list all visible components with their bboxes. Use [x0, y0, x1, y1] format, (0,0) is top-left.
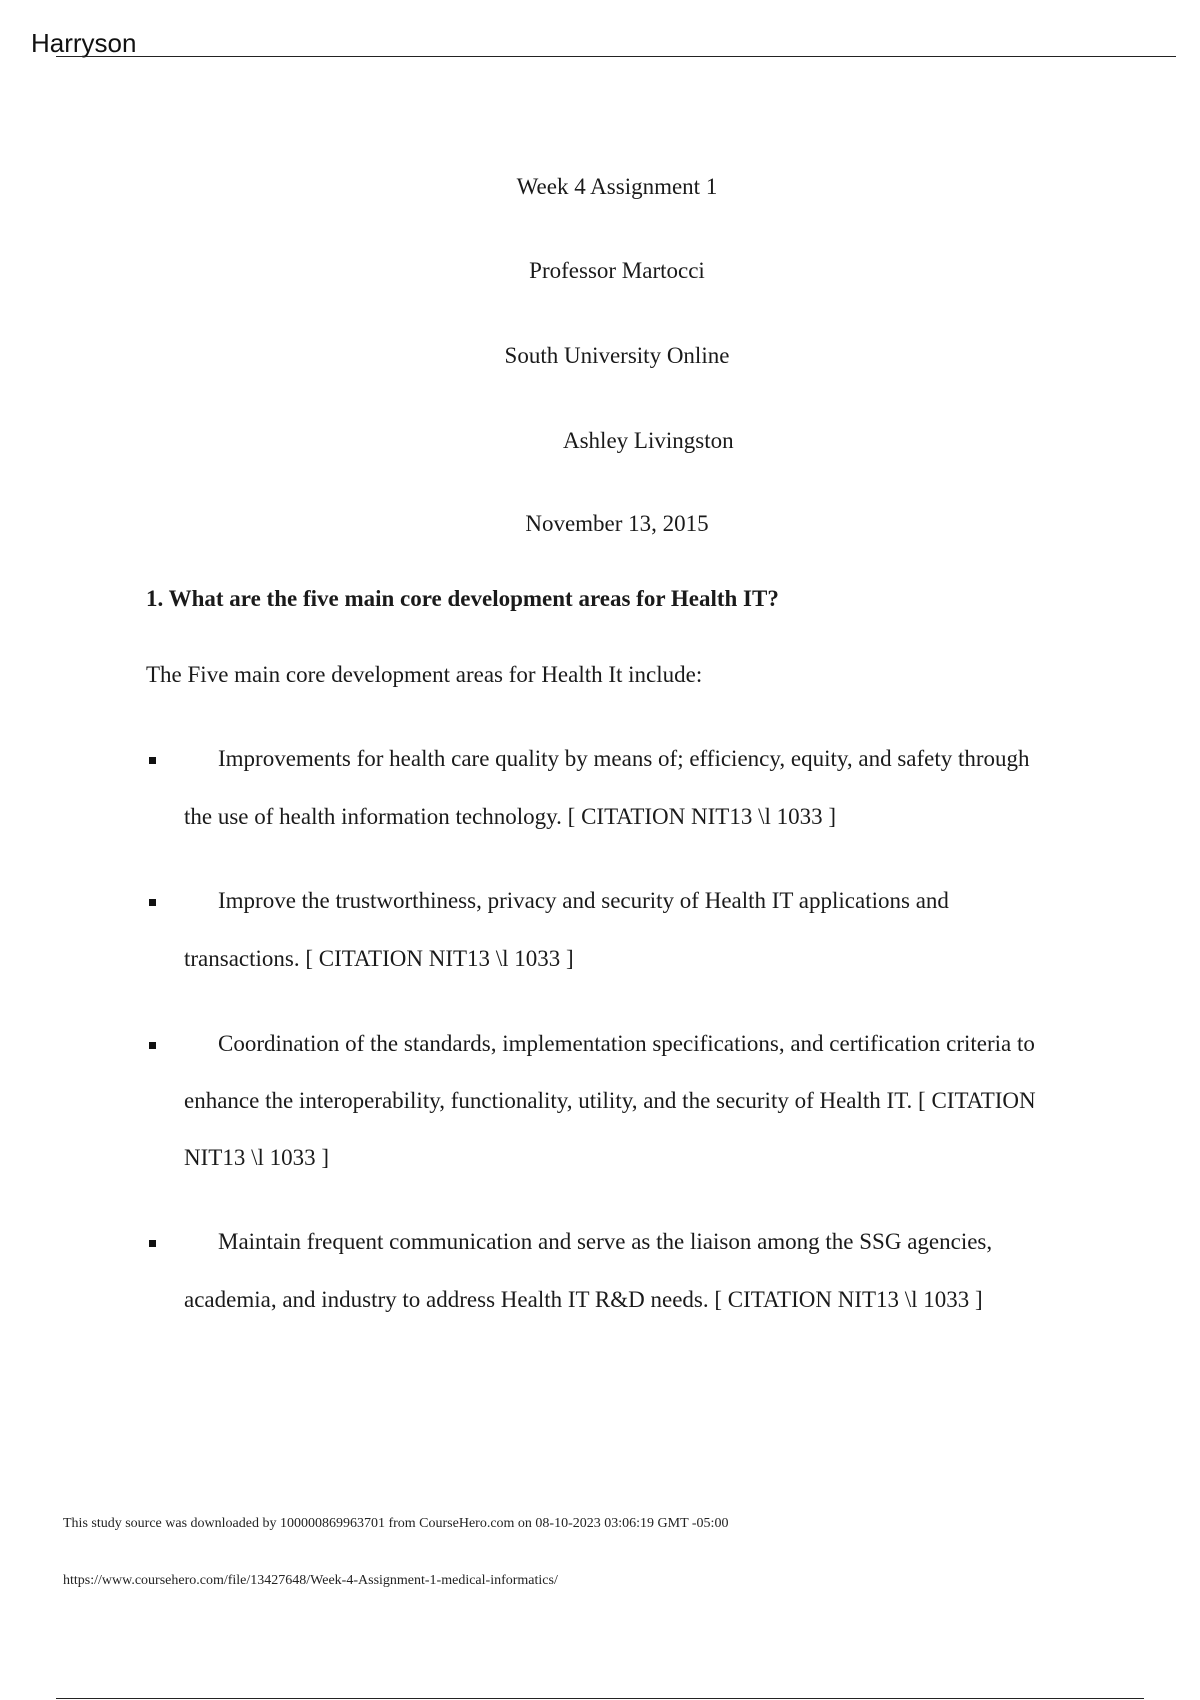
header-name: Harryson [31, 28, 137, 58]
bullet-3-line-1: Coordination of the standards, implementation specifications, and certification criteria to [218, 1031, 1035, 1056]
bullet-2-line-1: Improve the trustworthiness, privacy and security of Health IT applications and [218, 888, 949, 913]
bullet-2-line-2: transactions. [ CITATION NIT13 \l 1033 ] [184, 946, 574, 971]
bullet-1-line-2: the use of health information technology. [ CITATION NIT13 \l 1033 ] [184, 804, 837, 829]
assignment-title: Week 4 Assignment 1 [516, 174, 718, 199]
bullet-4-line-2: academia, and industry to address Health IT R&D needs. [ CITATION NIT13 \l 1033 ] [184, 1287, 983, 1312]
bullet-4-line-1: Maintain frequent communication and serve as the liaison among the SSG agencies, [218, 1229, 993, 1254]
bullet-marker [149, 1042, 156, 1049]
professor-name: Professor Martocci [529, 258, 705, 283]
header-rule [56, 56, 1176, 57]
intro-paragraph: The Five main core development areas for Health It include: [146, 662, 703, 687]
footer-rule [56, 1698, 1144, 1699]
bullet-marker [149, 757, 156, 764]
bullet-marker [149, 1240, 156, 1247]
source-url: https://www.coursehero.com/file/13427648/Week-4-Assignment-1-medical-informatics/ [63, 1573, 558, 1588]
author-name: Ashley Livingston [563, 428, 734, 453]
school-name: South University Online [504, 343, 730, 368]
bullet-3-line-2: enhance the interoperability, functionality, utility, and the security of Health IT. [ CITATION [184, 1088, 1036, 1113]
bullet-1-line-1: Improvements for health care quality by means of; efficiency, equity, and safety through [218, 746, 1030, 771]
download-notice: This study source was downloaded by 100000869963701 from CourseHero.com on 08-10-2023 03:06:19 GMT -05:00 [63, 1516, 729, 1531]
document-date: November 13, 2015 [525, 511, 709, 536]
bullet-3-line-3: NIT13 \l 1033 ] [184, 1145, 330, 1170]
bullet-marker [149, 899, 156, 906]
question-heading: 1. What are the five main core development areas for Health IT? [146, 586, 779, 611]
